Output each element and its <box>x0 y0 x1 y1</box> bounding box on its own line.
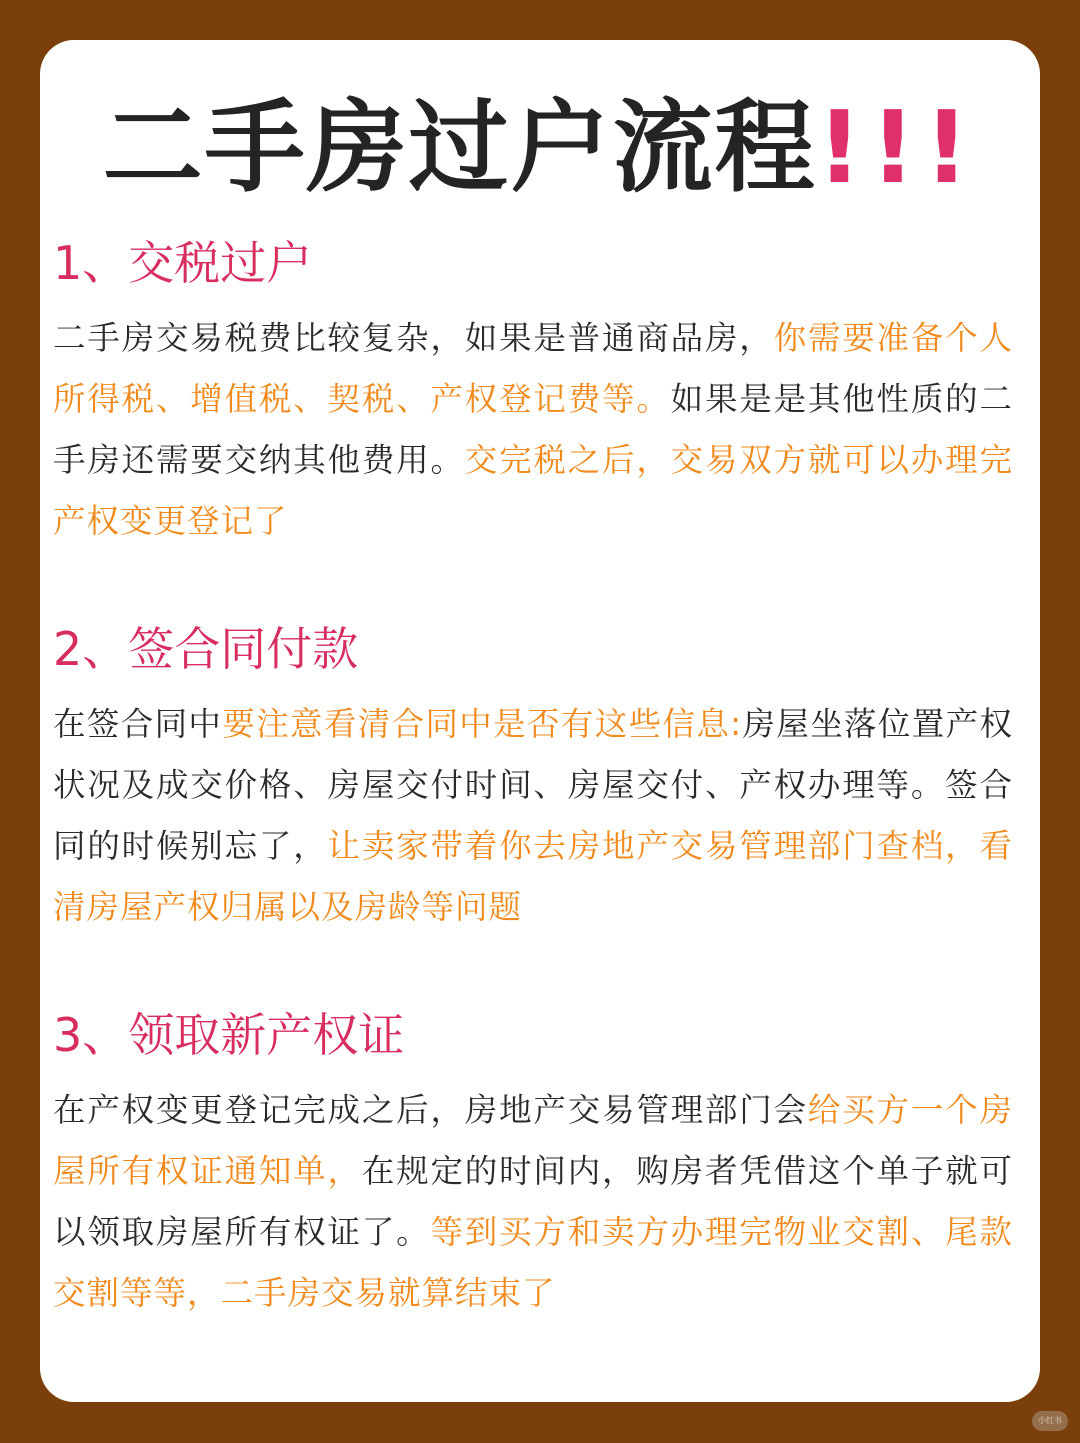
watermark-logo: 小红书 <box>1032 1411 1068 1431</box>
section-heading: 3、领取新产权证 <box>53 1008 405 1062</box>
body-highlight: 等到买方和卖方办理完物业交割、尾款交割等等，二手房交易就算结束了 <box>53 1213 1013 1312</box>
body-text: 在规定的时间内，购房者凭借这个单子就可以领取房屋所有权证了。 <box>53 1152 1013 1251</box>
title-exclaim: !!! <box>816 89 978 206</box>
content-card <box>40 40 1040 1402</box>
body-highlight: 给买方一个房屋所有权证通知单， <box>53 1091 1013 1190</box>
body-text: 在签合同中 <box>53 705 223 743</box>
page-title <box>40 88 1040 208</box>
section-body <box>53 694 1013 938</box>
section-sign-contract <box>53 619 1013 938</box>
body-highlight: 让卖家带着你去房地产交易管理部门查档，看清房屋产权归属以及房龄等问题 <box>53 827 1013 926</box>
body-text: 二手房交易税费比较复杂，如果是普通商品房， <box>53 319 774 357</box>
title-main: 二手房过户流程 <box>102 89 817 206</box>
section-body <box>53 1080 1013 1324</box>
section-heading: 2、签合同付款 <box>53 622 359 676</box>
section-new-certificate <box>53 1005 1013 1324</box>
body-highlight: 交完税之后，交易双方就可以办理完产权变更登记了 <box>53 441 1013 540</box>
body-text: 在产权变更登记完成之后，房地产交易管理部门会 <box>53 1091 808 1129</box>
section-heading: 1、交税过户 <box>53 236 313 290</box>
body-text: 房屋坐落位置产权状况及成交价格、房屋交付时间、房屋交付、产权办理等。签合同的时候别忘了， <box>53 705 1013 865</box>
section-tax-transfer <box>53 233 1013 552</box>
body-text: 如果是是其他性质的二手房还需要交纳其他费用。 <box>53 380 1013 479</box>
section-body <box>53 308 1013 552</box>
body-highlight: 要注意看清合同中是否有这些信息: <box>222 705 743 743</box>
body-highlight: 你需要准备个人所得税、增值税、契税、产权登记费等。 <box>53 319 1013 418</box>
